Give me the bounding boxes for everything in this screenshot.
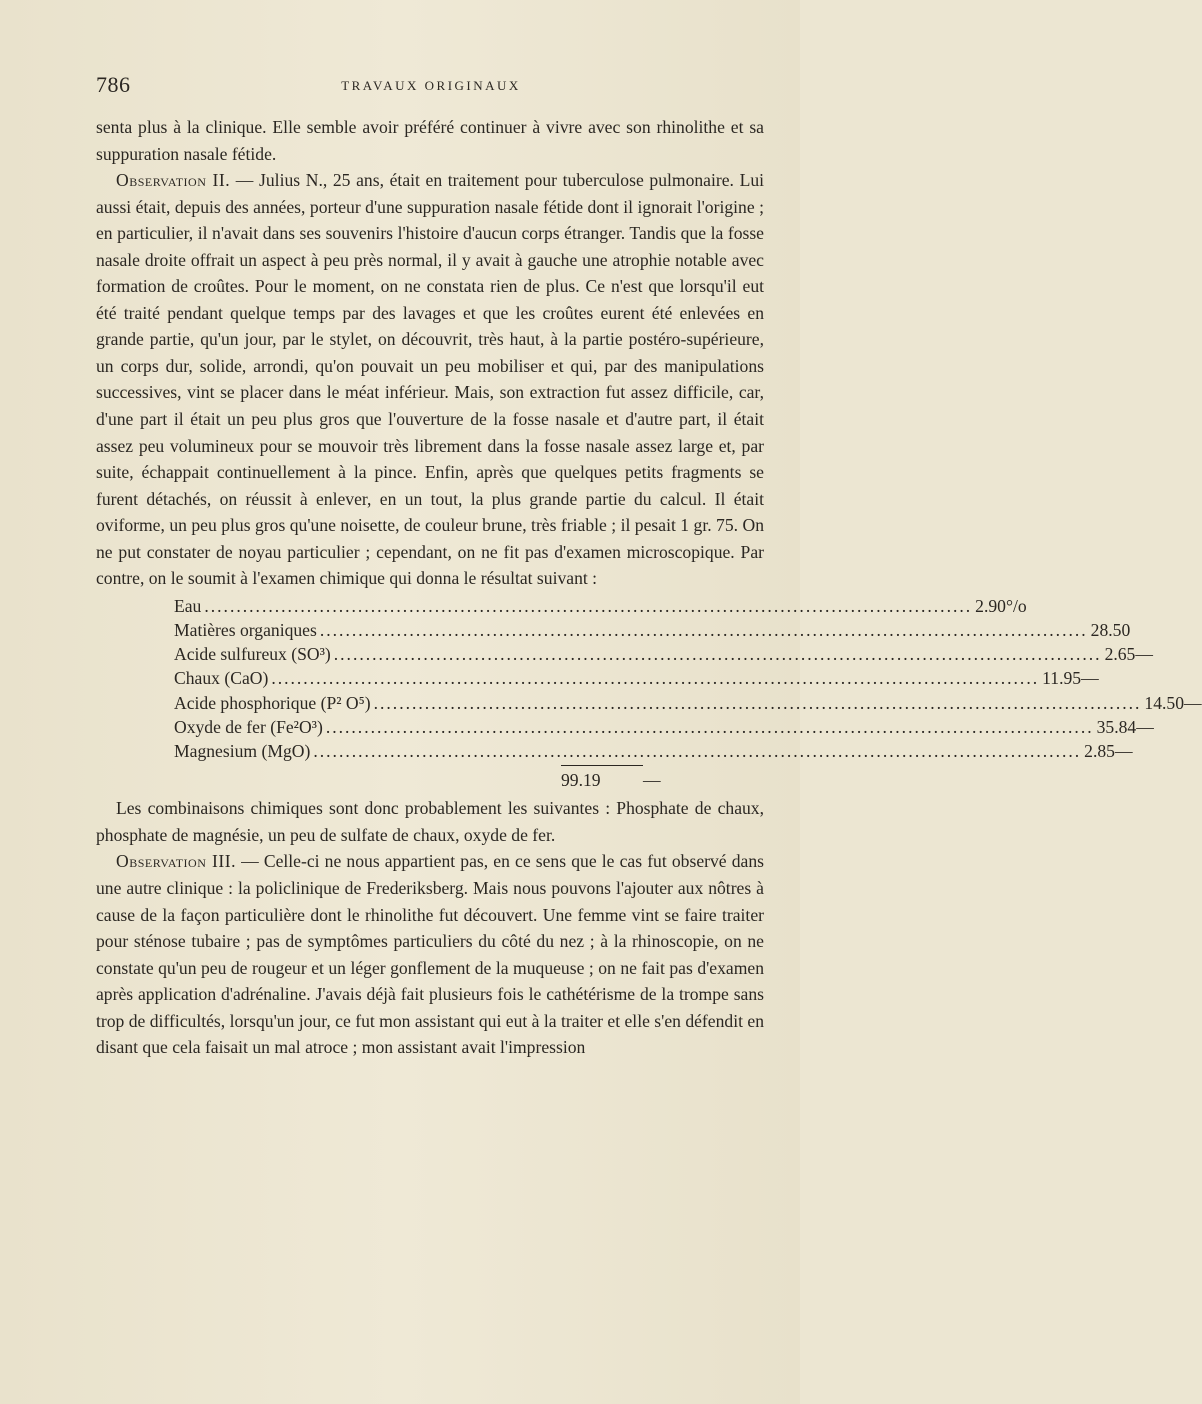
analysis-formula: (P² O⁵) [320,692,371,713]
analysis-value: 11.95 [1042,668,1082,689]
observation-3-dash: — [235,851,264,872]
paragraph-intro: senta plus à la clinique. Elle semble avoir préféré continuer à vivre avec son rhinolithe et sa suppuration nasale fétide. [96,117,764,164]
analysis-unit: — [1184,692,1202,713]
chemical-analysis-table [174,595,1202,791]
analysis-value: 2.90 [975,595,1006,616]
analysis-total-row [174,765,679,789]
analysis-formula: (CaO) [224,668,269,689]
paragraph-observation-3 [96,848,764,1060]
page-number: 786 [96,72,131,97]
analysis-substance-name: Eau [174,595,202,616]
analysis-substance [174,644,331,665]
analysis-value: 2.65 [1104,644,1136,665]
analysis-substance [174,596,201,617]
dot-leader: ........................................................................................................................ [373,692,1142,713]
analysis-row [174,644,1153,668]
analysis-substance-name: Magnesium [174,740,262,761]
analysis-formula: (MgO) [261,740,311,761]
analysis-total-unit: — [643,770,661,791]
analysis-unit: — [1135,644,1153,665]
analysis-unit: — [1136,716,1154,737]
analysis-unit: °/o [1005,595,1027,616]
analysis-substance-name: Oxyde de fer [174,716,271,737]
analysis-formula: (SO³) [291,644,331,665]
analysis-value: 35.84 [1096,716,1137,737]
analysis-row [174,620,1131,644]
analysis-row [174,668,1099,692]
observation-2-text: Julius N., 25 ans, était en traitement pour tuberculose pulmonaire. Lui aussi était, depuis des années, porteur d'une suppuration nasale fétide dont il ignorait l'origine ; en particulier, il n'avait dans ses souvenirs l'histoire d'aucun corps étranger. Tandis que la fosse nasale droite offrait un aspect à peu près normal, il y avait à gauche une atrophie notable avec formation de croûtes. Pour le moment, on ne constata rien de plus. Ce n'est que lorsqu'il eut été traité pendant quelque temps par des lavages et que les croûtes eurent été enlevées en grande partie, qu'un jour, par le stylet, on découvrit, très haut, à la partie postéro-supérieure, un corps dur, solide, arrondi, qu'on pouvait un peu mobiliser et qui, par des manipulations successives, vint se placer dans le méat inférieur. Mais, son extraction fut assez difficile, car, d'une part il était un peu plus gros que l'ouverture de la fosse nasale et d'autre part, il était assez peu volumineux pour se mouvoir très librement dans la fosse nasale assez large et, par suite, échappait continuellement à la pince. Enfin, après que quelques petits fragments se furent détachés, on réussit à enlever, en un tout, la plus grande partie du calcul. Il était oviforme, un peu plus gros qu'une noisette, de couleur brune, très friable ; il pesait 1 gr. 75. On ne put constater de noyau particulier ; cependant, on ne fit pas d'examen microscopique. Par contre, on le soumit à l'examen chimique qui donna le résultat suivant : [96,170,764,589]
dot-leader: ........................................................................................................................ [325,716,1094,737]
dot-leader: ........................................................................................................................ [271,668,1040,689]
analysis-value: 2.85 [1084,740,1115,761]
analysis-substance-name: Matières organiques [174,620,317,641]
analysis-substance [174,668,268,689]
body-text [96,114,1202,1061]
analysis-row [174,716,1154,741]
observation-3-label: Observation III. [116,851,236,872]
dot-leader: ........................................................................................................................ [313,740,1082,761]
analysis-value: 28.50 [1090,620,1131,641]
analysis-total-value: 99.19 [561,765,643,791]
analysis-row [174,595,1027,620]
dot-leader: ........................................................................................................................ [319,620,1088,641]
analysis-substance [174,741,310,762]
analysis-substance-name: Acide phosphorique [174,692,321,713]
page-header [96,72,766,102]
analysis-unit: — [1114,740,1133,761]
running-head: TRAVAUX ORIGINAUX [341,78,521,93]
analysis-formula: (Fe²O³) [270,716,323,737]
paragraph-combinations: Les combinaisons chimiques sont donc probablement les suivantes : Phosphate de chaux, phosphate de magnésie, un peu de sulfate de chaux, oxyde de fer. [96,798,764,845]
observation-3-text: Celle-ci ne nous appartient pas, en ce sens que le cas fut observé dans une autre clinique : la policlinique de Frederiksberg. Mais nous pouvons l'ajouter aux nôtres à cause de la façon particulière dont le rhinolithe fut découvert. Une femme vint se faire traiter pour sténose tubaire ; pas de symptômes particuliers du côté du nez ; à la rhinoscopie, on ne constate qu'un peu de rougeur et un léger gonflement de la muqueuse ; on ne fait pas d'examen après application d'adrénaline. J'avais déjà fait plusieurs fois le cathétérisme de la trompe sans trop de difficultés, lorsqu'un jour, ce fut mon assistant qui eut à la traiter et elle s'en défendit en disant que cela faisait un mal atroce ; mon assistant avait l'impression [96,851,764,1058]
paragraph-observation-2 [96,167,764,592]
analysis-substance [174,620,317,641]
analysis-value: 14.50 [1144,692,1185,713]
analysis-substance-name: Chaux [174,668,225,689]
analysis-substance-name: Acide sulfureux [174,644,292,665]
dot-leader: ........................................................................................................................ [204,595,973,616]
dot-leader: ........................................................................................................................ [333,644,1102,665]
analysis-substance [174,693,371,714]
analysis-substance [174,717,323,738]
observation-2-dash: — [230,170,260,191]
observation-2-label: Observation II. [116,170,231,191]
analysis-row [174,740,1133,765]
analysis-row [174,692,1202,717]
analysis-unit: — [1081,668,1099,689]
